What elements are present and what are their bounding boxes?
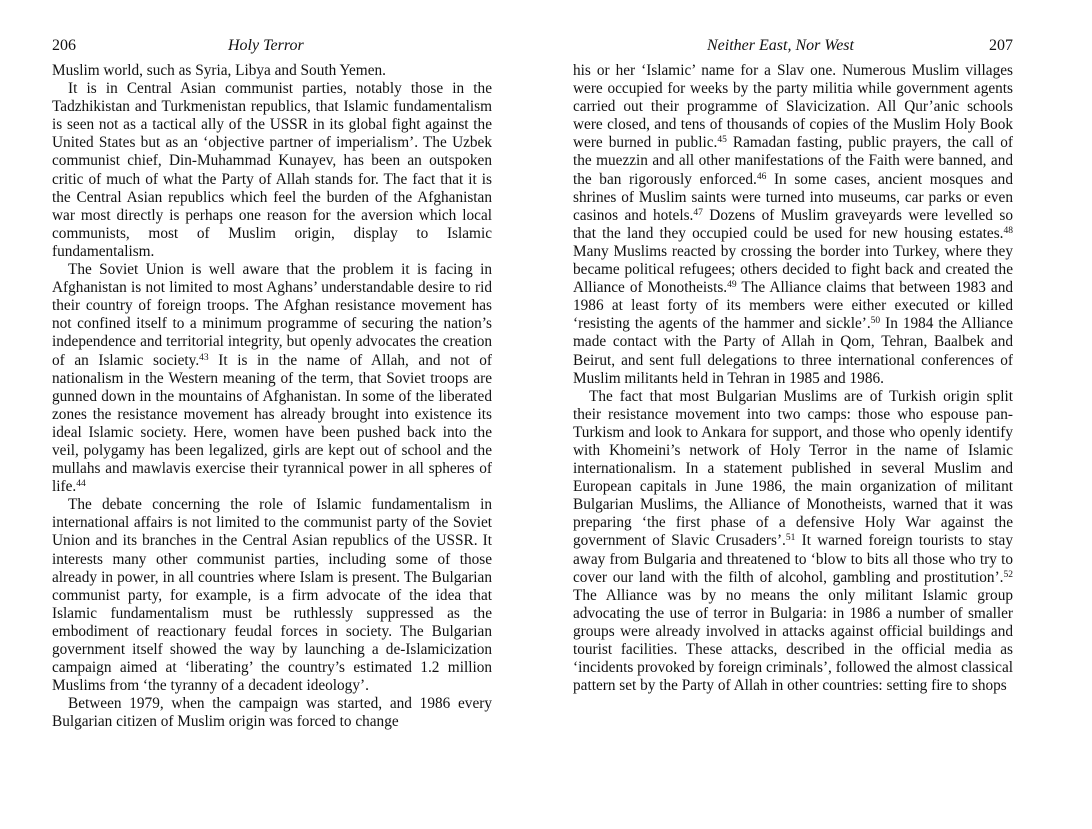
text-run: Dozens of Muslim graveyards were levelled so that the land they occupied could be used for new housing estates. — [573, 206, 1013, 242]
footnote-ref: 46 — [756, 171, 767, 182]
left-page-body — [52, 62, 492, 731]
text-run: In 1984 the Alliance made contact with the Party of Allah in Qom, Tehran, Baalbek and Beirut, and sent full delegations to three international conferences of Muslim militants held in Tehran in 1985 and 1986. — [573, 315, 1013, 387]
left-running-title: Holy Terror — [228, 37, 304, 54]
paragraph — [52, 695, 492, 731]
text-run: The Alliance was by no means the only militant Islamic group advocating the use of terror in Bulgaria: in 1986 a number of smaller groups were already involved in attacks against official buildings and tourist facilities. These attacks, described in the official media as ‘incidents provoked by foreign criminals’, followed the almost classical pattern set by the Party of Allah in other countries: setting fire to shops — [573, 586, 1013, 695]
right-page-number: 207 — [989, 37, 1013, 54]
text-run: Ramadan fasting, public prayers, the call of the muezzin and all other manifestations of the Faith were banned, and the ban rigorously enforced. — [573, 134, 1013, 188]
paragraph — [573, 388, 1013, 696]
footnote-ref: 44 — [76, 479, 86, 490]
footnote-ref: 43 — [199, 352, 209, 363]
text-run: In some cases, ancient mosques and shrines of Muslim saints were turned into museums, car parks or even casinos and hotels. — [573, 170, 1013, 224]
footnote-ref: 50 — [870, 316, 881, 327]
text-run: The debate concerning the role of Islamic fundamentalism in international affairs is not limited to the communist party of the Soviet Union and its branches in the Central Asian republics of the USSR. It interests many other communist parties, including some of those already in power, in all countries where Islam is present. The Bulgarian communist party, for example, is a firm advocate of the idea that Islamic fundamentalism must be ruthlessly suppressed as the embodiment of reactionary feudal forces in society. The Bulgarian government itself showed the way by launching a de-Islamicization campaign aimed at ‘liberating’ the country’s estimated 1.2 million Muslims from ‘the tyranny of a decadent ideology’. — [52, 496, 492, 695]
text-run: It is in the name of Allah, and not of nationalism in the Western meaning of the term, that Soviet troops are gunned down in the mountains of Afghanistan. In some of the liberated zones the resistance movement has already brought into existence its ideal Islamic society. Here, women have been pushed back into the veil, polygamy has been legalized, girls are kept out of school and the mullahs and mawlavis exercise their tyrannical power in all spheres of life. — [52, 351, 492, 496]
right-page-header — [573, 36, 1013, 56]
paragraph — [52, 496, 492, 695]
text-run: Between 1979, when the campaign was started, and 1986 every Bulgarian citizen of Muslim origin was forced to change — [52, 695, 492, 731]
text-run: Muslim world, such as Syria, Libya and South Yemen. — [52, 62, 386, 79]
text-run: The Alliance claims that between 1983 and 1986 at least forty of its members were either executed or killed ‘resisting the agents of the hammer and sickle’. — [573, 279, 1013, 333]
text-run: It warned foreign tourists to stay away from Bulgaria and threatened to ‘blow to bits all those who try to cover our land with the filth of alcohol, gambling and prostitution’. — [573, 532, 1013, 586]
left-page — [52, 36, 492, 731]
footnote-ref: 48 — [1003, 225, 1013, 236]
right-page-body — [573, 62, 1013, 695]
left-page-number: 206 — [52, 37, 76, 54]
text-run: his or her ‘Islamic’ name for a Slav one. Numerous Muslim villages were occupied for weeks by the party militia while government agents carried out their programme of Slavicization. All Qur’anic schools were closed, and tens of thousands of copies of the Muslim Holy Book were burned in public. — [573, 62, 1013, 152]
left-page-header — [52, 36, 492, 56]
text-run: Many Muslims reacted by crossing the border into Turkey, where they became political refugees; others decided to fight back and created the Alliance of Monotheists. — [573, 242, 1013, 297]
paragraph — [573, 62, 1013, 388]
footnote-ref: 49 — [727, 280, 737, 291]
text-run: The Soviet Union is well aware that the problem it is facing in Afghanistan is not limited to most Aghans’ understandable desire to rid their country of foreign troops. The Afghan resistance movement has not confined itself to a minimum programme of securing the nation’s independence and territorial integrity, but openly advocates the creation of an Islamic society. — [52, 261, 492, 369]
paragraph — [52, 62, 492, 80]
paragraph — [52, 261, 492, 496]
footnote-ref: 52 — [1003, 569, 1013, 580]
footnote-ref: 51 — [785, 533, 796, 544]
footnote-ref: 45 — [717, 135, 727, 146]
right-running-title: Neither East, Nor West — [707, 37, 854, 54]
paragraph — [52, 80, 492, 261]
right-page — [573, 36, 1013, 695]
text-run: It is in Central Asian communist parties, notably those in the Tadzhikistan and Turkmenistan republics, that Islamic fundamentalism is seen not as a tactical ally of the USSR in its global fight against the United States but as an ‘objective partner of imperialism’. The Uzbek communist chief, Din-Muhammad Kunayev, has been an outspoken critic of much of what the Party of Allah stands for. The fact that it is the Central Asian republics which feel the burden of the Afghanistan war most directly is perhaps one reason for the aversion which local communists, most of Muslim origin, display to Islamic fundamentalism. — [52, 80, 492, 260]
text-run: The fact that most Bulgarian Muslims are of Turkish origin split their resistance movement into two camps: those who espouse pan-Turkism and look to Ankara for support, and those who openly identify with Khomeini’s network of Holy Terror in the name of Islamic internationalism. In a statement published in several Muslim and European capitals in June 1986, the main organization of militant Bulgarian Muslims, the Alliance of Monotheists, warned that it was preparing ‘the first phase of a defensive Holy War against the government of Slavic Crusaders’. — [573, 387, 1013, 550]
footnote-ref: 47 — [693, 207, 703, 218]
